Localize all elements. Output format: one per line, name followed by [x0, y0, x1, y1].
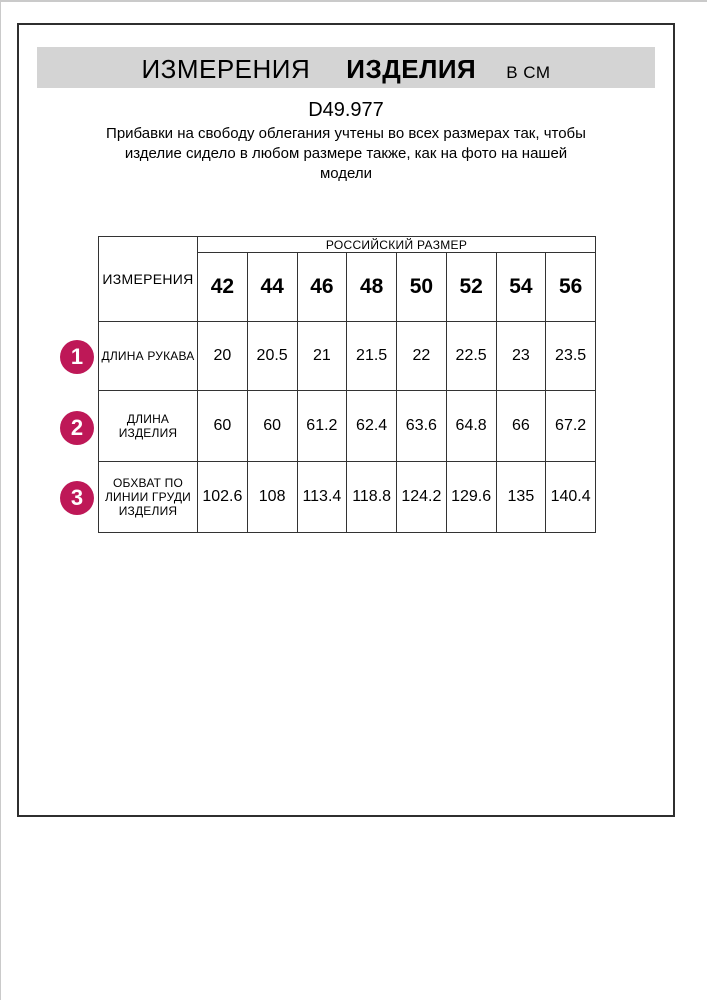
cell-value: 60	[198, 391, 248, 462]
size-header-54: 54	[496, 253, 546, 322]
cell-value: 20	[198, 322, 248, 391]
title-measurements: ИЗМЕРЕНИЯ	[141, 54, 311, 84]
size-header-56: 56	[546, 253, 596, 322]
cell-value: 108	[247, 462, 297, 533]
cell-value: 23.5	[546, 322, 596, 391]
cell-value: 135	[496, 462, 546, 533]
table-group-header: РОССИЙСКИЙ РАЗМЕР	[198, 237, 596, 253]
cell-value: 63.6	[397, 391, 447, 462]
cell-value: 118.8	[347, 462, 397, 533]
title-product-word: ИЗДЕЛИЯ	[346, 54, 477, 84]
row-number-badge-1: 1	[60, 340, 94, 374]
intro-line-3: модели	[319, 165, 373, 182]
row-label-sleeve-length: ДЛИНА РУКАВА	[99, 322, 198, 391]
cell-value: 129.6	[446, 462, 496, 533]
cell-value: 62.4	[347, 391, 397, 462]
cell-value: 64.8	[446, 391, 496, 462]
row-label-item-length: ДЛИНА ИЗДЕЛИЯ	[99, 391, 198, 462]
table-row-chest-girth	[99, 462, 596, 533]
cell-value: 23	[496, 322, 546, 391]
table-corner-label: ИЗМЕРЕНИЯ	[99, 237, 198, 322]
row-number-badge-2: 2	[60, 411, 94, 445]
size-header-46: 46	[297, 253, 347, 322]
title-units: В СМ	[506, 63, 551, 82]
size-header-52: 52	[446, 253, 496, 322]
cell-value: 140.4	[546, 462, 596, 533]
cell-value: 67.2	[546, 391, 596, 462]
table-row-item-length	[99, 391, 596, 462]
title-bar	[37, 47, 655, 88]
row-label-chest-girth: ОБХВАТ ПО ЛИНИИ ГРУДИ ИЗДЕЛИЯ	[99, 462, 198, 533]
cell-value: 66	[496, 391, 546, 462]
size-header-44: 44	[247, 253, 297, 322]
cell-value: 21	[297, 322, 347, 391]
cell-value: 22.5	[446, 322, 496, 391]
table-row-sleeve-length	[99, 322, 596, 391]
intro-line-2: изделие сидело в любом размере также, как на фото на нашей	[124, 145, 568, 162]
page-left-edge-line	[0, 0, 1, 1000]
intro-text	[17, 124, 675, 184]
page-top-edge-line	[0, 0, 707, 2]
cell-value: 60	[247, 391, 297, 462]
size-header-50: 50	[397, 253, 447, 322]
cell-value: 113.4	[297, 462, 347, 533]
cell-value: 102.6	[198, 462, 248, 533]
row-number-badge-3: 3	[60, 481, 94, 515]
cell-value: 124.2	[397, 462, 447, 533]
intro-line-1: Прибавки на свободу облегания учтены во всех размерах так, чтобы	[106, 125, 586, 142]
size-table	[98, 236, 596, 533]
size-header-42: 42	[198, 253, 248, 322]
cell-value: 20.5	[247, 322, 297, 391]
cell-value: 61.2	[297, 391, 347, 462]
size-header-48: 48	[347, 253, 397, 322]
cell-value: 21.5	[347, 322, 397, 391]
cell-value: 22	[397, 322, 447, 391]
product-code: D49.977	[308, 99, 384, 121]
